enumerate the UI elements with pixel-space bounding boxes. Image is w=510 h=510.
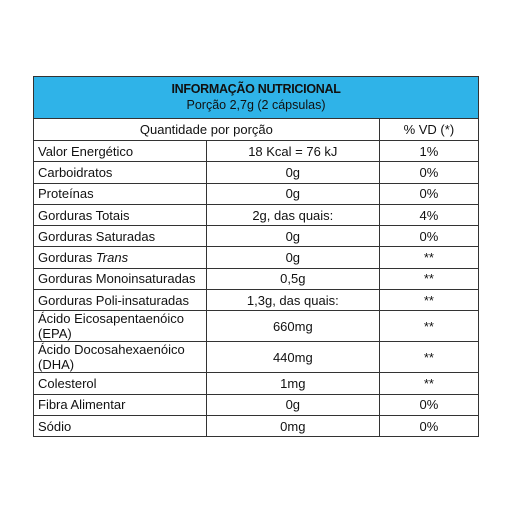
table-row [34,183,479,204]
table-row [34,268,479,289]
nutrient-amount: 440mg [206,342,379,373]
table-row [34,141,479,162]
nutrient-amount: 1,3g, das quais: [206,290,379,311]
nutrient-vd: 0% [379,415,478,436]
nutrition-facts-panel [33,76,479,437]
nutrient-name: Carboidratos [34,162,207,183]
nutrient-amount: 0mg [206,415,379,436]
nutrient-name: Sódio [34,415,207,436]
nutrient-vd: 1% [379,141,478,162]
nutrient-amount: 0g [206,162,379,183]
column-header-row [34,119,479,141]
nutrient-vd: 4% [379,204,478,225]
nutrient-name: Fibra Alimentar [34,394,207,415]
nutrient-name: Ácido Docosahexaenóico (DHA) [34,342,207,373]
table-row [34,342,479,373]
nutrient-vd: ** [379,247,478,268]
nutrient-name: Gorduras Trans [34,247,207,268]
nutrient-name: Valor Energético [34,141,207,162]
nutrient-vd: ** [379,342,478,373]
table-row [34,290,479,311]
nutrient-amount: 18 Kcal = 76 kJ [206,141,379,162]
serving-size: Porção 2,7g (2 cápsulas) [186,98,326,112]
nutrition-table [33,118,479,437]
nutrient-amount: 660mg [206,311,379,342]
nutrient-name: Gorduras Saturadas [34,226,207,247]
nutrient-name: Gorduras Totais [34,204,207,225]
nutrient-name: Ácido Eicosapentaenóico (EPA) [34,311,207,342]
nutrient-vd: ** [379,373,478,394]
nutrient-vd: 0% [379,226,478,247]
nutrient-vd: 0% [379,162,478,183]
nutrition-title: INFORMAÇÃO NUTRICIONAL [171,82,341,96]
nutrient-vd: ** [379,268,478,289]
vd-header: % VD (*) [379,119,478,141]
nutrient-amount: 0g [206,394,379,415]
nutrient-amount: 0g [206,247,379,268]
nutrition-header [33,76,479,118]
nutrient-amount: 0g [206,226,379,247]
nutrient-vd: 0% [379,183,478,204]
nutrient-amount: 0g [206,183,379,204]
nutrient-name: Gorduras Monoinsaturadas [34,268,207,289]
table-row [34,247,479,268]
nutrient-name: Proteínas [34,183,207,204]
table-row [34,162,479,183]
nutrient-name: Gorduras Poli-insaturadas [34,290,207,311]
nutrient-vd: ** [379,311,478,342]
table-row [34,415,479,436]
nutrient-vd: ** [379,290,478,311]
nutrient-amount: 0,5g [206,268,379,289]
table-row [34,311,479,342]
table-row [34,204,479,225]
table-row [34,226,479,247]
nutrient-name: Colesterol [34,373,207,394]
nutrient-vd: 0% [379,394,478,415]
table-row [34,394,479,415]
quantity-header: Quantidade por porção [34,119,380,141]
table-row [34,373,479,394]
nutrient-amount: 1mg [206,373,379,394]
nutrient-amount: 2g, das quais: [206,204,379,225]
